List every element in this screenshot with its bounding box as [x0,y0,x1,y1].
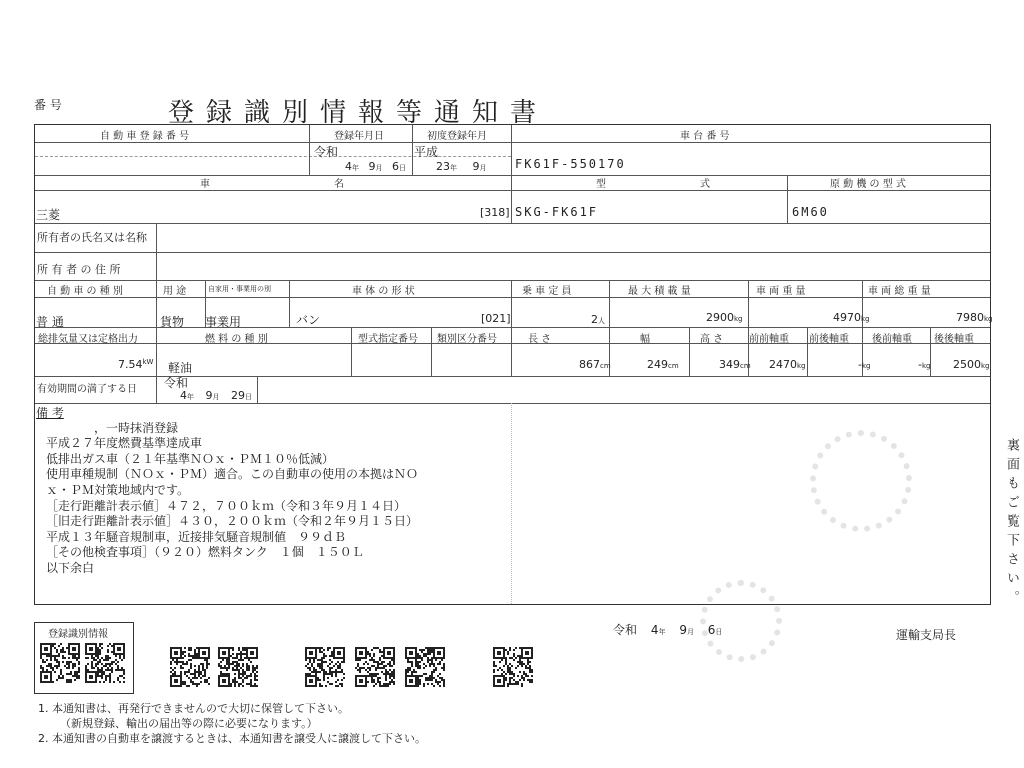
qr-code [40,643,80,683]
displacement: $7.54^{kW}$ [118,358,154,371]
note-2: 2. 本通知書の自動車を譲渡するときは、本通知書を譲受人に譲渡して下さい。 [38,732,426,745]
remarks-line: ［その他検査事項］（９２０）燃料タンク １個 １５０Ｌ [46,545,364,559]
height: 349cm [719,358,751,371]
private-business-label: 自家用・事業用の別 [208,285,271,293]
car-code: [318] [480,206,510,219]
registration-date-label: 登録年月日 [334,131,384,142]
note-1-sub: （新規登録、輸出の届出等の際に必要になります。） [60,717,318,730]
registration-number-label: 自 動 車 登 録 番 号 [100,131,190,142]
use: 貨物 [160,315,185,329]
remarks-line: ，一時抹消登録 [94,421,179,435]
capacity: 2人 [591,313,605,326]
car-name-label-2: 名 [334,179,344,190]
car-name-label-1: 車 [200,179,210,190]
owner-address-label: 所 有 者 の 住 所 [37,263,121,276]
registration-info-label: 登録識別情報 [48,629,108,640]
rear-rear-axle-label: 後後軸重 [934,334,974,345]
body-code: [021] [481,312,511,325]
front-rear-axle-label: 前後軸重 [809,334,849,345]
qr-code [355,647,395,687]
registration-era: 令和 [314,145,339,159]
private-business: 事業用 [205,315,242,329]
vehicle-weight-label: 車 両 重 量 [756,286,806,297]
expiry-date: 4年 9月 29日 [180,389,252,402]
fuel-type: 軽油 [168,361,193,375]
owner-name-label: 所有者の氏名又は名称 [37,231,147,244]
width-label: 幅 [640,334,650,345]
length-label: 長 さ [528,334,552,345]
engine-model-label: 原 動 機 の 型 式 [830,179,906,190]
width: 249cm [647,358,679,371]
vehicle-weight: 4970kg [833,311,870,324]
fuel-type-label: 燃 料 の 種 別 [205,334,268,345]
expiry-label: 有効期間の満了する日 [37,384,137,395]
document-number-label: 番 号 [34,98,62,112]
remarks-line: 以下余白 [46,561,95,575]
qr-code [493,647,533,687]
qr-code [170,647,210,687]
max-load: 2900kg [706,311,743,324]
remarks-line: 平成１３年騒音規制車，近接排気騒音規制値 ９９ｄＢ [46,530,347,544]
rear-rear-axle-weight: 2500kg [953,358,990,371]
qr-code [85,643,125,683]
body-shape-label: 車 体 の 形 状 [352,286,415,297]
use-label: 用 途 [163,286,187,297]
model-label-2: 式 [700,179,710,190]
first-registration-date: 23年 9月 [436,160,487,173]
class-number-label: 類別区分番号 [437,334,497,345]
type-designation-label: 型式指定番号 [358,334,418,345]
remarks-line: ［旧走行距離計表示値］４３０，２００ｋｍ（令和２年９月１５日） [46,514,419,528]
chassis-number-label: 車 台 番 号 [680,131,730,142]
car-name: 三菱 [36,208,61,222]
remarks-line: ［走行距離計表示値］４７２，７００ｋｍ（令和３年９月１４日） [46,499,407,513]
registration-date: 4年 9月 6日 [345,160,406,173]
remarks-line: 低排出ガス車（２１年基準ＮＯｘ・ＰＭ１０％低減） [46,452,335,466]
qr-code [305,647,345,687]
rear-front-axle-label: 後前軸重 [872,334,912,345]
remarks-label: 備 考 [36,406,64,420]
body-shape: バン [296,313,321,327]
model: SKG-FK61F [515,205,599,219]
remarks-line: 使用車種規制（ＮＯｘ・ＰＭ）適合。この自動車の使用の本拠はＮＯ [46,467,419,481]
front-front-axle-label: 前前軸重 [749,334,789,345]
first-registration-era: 平成 [414,145,439,159]
remarks-line: ｘ・ＰＭ対策地域内です。 [46,483,190,497]
vehicle-kind-label: 自 動 車 の 種 別 [47,286,123,297]
chassis-number: FK61F-550170 [515,157,626,171]
gross-weight-label: 車 両 総 重 量 [868,286,931,297]
displacement-label: 総排気量又は定格出力 [38,334,138,345]
rear-front-axle-weight: -kg [918,358,931,371]
remarks-line: 平成２７年度燃費基準達成車 [46,436,203,450]
qr-code [218,647,258,687]
engine-model: 6M60 [792,205,829,219]
gross-weight: 7980kg [956,311,993,324]
first-registration-label: 初度登録年月 [427,131,487,142]
issue-date: 令和 4年 9月 6日 [613,623,723,637]
front-rear-axle-weight: -kg [858,358,871,371]
side-note: 裏面もご覧下さい。 [1004,438,1019,609]
height-label: 高 さ [700,334,724,345]
model-label-1: 型 [596,179,606,190]
qr-code [405,647,445,687]
max-load-label: 最 大 積 載 量 [628,286,691,297]
note-1: 1. 本通知書は、再発行できませんので大切に保管して下さい。 [38,702,349,715]
issuer: 運輸支局長 [896,628,957,642]
front-front-axle-weight: 2470kg [769,358,806,371]
length: 867cm [579,358,611,371]
vehicle-kind: 普 通 [36,315,64,329]
capacity-label: 乗 車 定 員 [522,286,572,297]
expiry-era: 令和 [164,376,189,390]
document-title: 登録識別情報等通知書 [168,98,549,128]
